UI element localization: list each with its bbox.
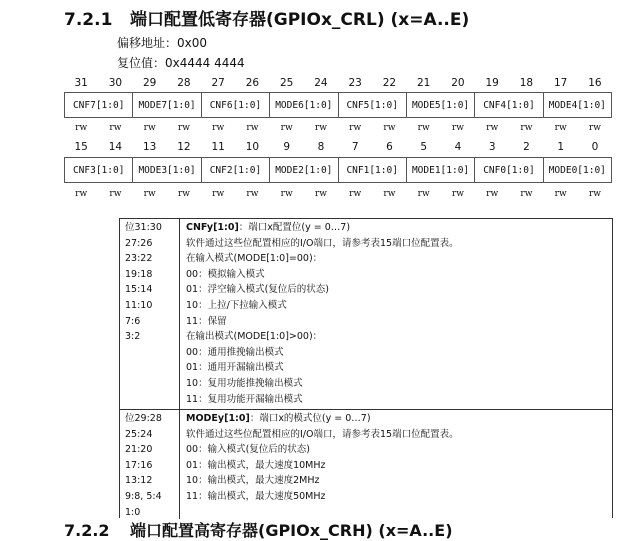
- bit-number: 29: [143, 77, 157, 89]
- description-line: 00：通用推挽输出模式: [186, 346, 284, 358]
- register-field: CNF3[1:0]: [65, 158, 133, 182]
- bit-range: 1:0: [125, 506, 141, 518]
- register-field: CNF0[1:0]: [475, 158, 543, 182]
- bit-number: 8: [317, 141, 325, 153]
- bit-number: 4: [454, 141, 462, 153]
- register-field: MODE1[1:0]: [407, 158, 475, 182]
- bit-number: 17: [554, 77, 568, 89]
- access-label: rw: [417, 123, 430, 133]
- bit-number: 9: [283, 141, 291, 153]
- description-line: 在输出模式(MODE[1:0]>00)：: [186, 331, 323, 343]
- next-section-title: 端口配置高寄存器(GPIOx_CRH) (x=A..E): [130, 521, 453, 540]
- access-label: rw: [212, 123, 225, 133]
- description-line: 01：浮空输入模式(复位后的状态): [186, 284, 330, 296]
- access-label: rw: [588, 123, 601, 133]
- access-label: rw: [177, 189, 190, 199]
- bit-number: 31: [74, 77, 88, 89]
- bit-range: 3:2: [125, 331, 141, 343]
- bit-number: 15: [74, 141, 88, 153]
- description-line: 11：输出模式，最大速度50MHz: [186, 490, 326, 502]
- bit-range: 9:8, 5:4: [125, 490, 162, 502]
- access-label: rw: [280, 123, 293, 133]
- bit-range: 位31:30: [125, 222, 162, 233]
- access-label: rw: [314, 123, 327, 133]
- bit-number: 23: [348, 77, 362, 89]
- access-label: rw: [520, 189, 533, 199]
- access-label: rw: [451, 123, 464, 133]
- description-line: 00：输入模式(复位后的状态): [186, 444, 311, 456]
- upper-bit-numbers: [64, 77, 614, 91]
- reset-label: 复位值：: [117, 56, 166, 70]
- cnf-body: [186, 219, 610, 407]
- bit-range: 23:22: [125, 253, 153, 265]
- cnf-bit-list: [120, 219, 180, 409]
- bit-number: 22: [382, 77, 397, 89]
- mode-field-title: ：端口x的模式位(y = 0…7): [249, 413, 371, 424]
- description-line: 10：复用功能推挽输出模式: [186, 377, 303, 389]
- bit-number: 28: [177, 77, 191, 89]
- access-label: rw: [246, 123, 259, 133]
- access-label: rw: [75, 189, 88, 199]
- bit-number: 12: [177, 141, 191, 153]
- bit-range: 25:24: [125, 428, 153, 440]
- upper-register-fields: [64, 92, 612, 118]
- cnf-heading: [186, 220, 610, 236]
- bit-number: 26: [245, 77, 260, 89]
- bit-number: 1: [557, 141, 565, 153]
- description-line: 11：复用功能开漏输出模式: [186, 393, 303, 405]
- bit-range: 11:10: [125, 299, 153, 311]
- access-label: rw: [486, 123, 499, 133]
- register-field: CNF2[1:0]: [202, 158, 270, 182]
- bit-number: 19: [485, 77, 499, 89]
- description-line: 软件通过这些位配置相应的I/O端口，请参考表15端口位配置表。: [186, 428, 459, 440]
- description-line: 11：保留: [186, 315, 227, 327]
- bit-number: 6: [386, 141, 393, 153]
- bit-number: 30: [108, 77, 123, 89]
- next-section-number: 7.2.2: [64, 521, 110, 540]
- cnf-lines: [186, 236, 610, 408]
- access-label: rw: [75, 123, 88, 133]
- register-field: CNF6[1:0]: [202, 93, 270, 117]
- access-label: rw: [177, 123, 190, 133]
- bit-number: 13: [143, 141, 157, 153]
- access-label: rw: [349, 189, 362, 199]
- register-field: CNF7[1:0]: [65, 93, 133, 117]
- bit-number: 0: [591, 141, 599, 153]
- cnf-description: [120, 219, 612, 409]
- offset-label: 偏移地址：: [117, 36, 178, 50]
- register-field: MODE4[1:0]: [548, 99, 606, 111]
- access-label: rw: [143, 189, 156, 199]
- bit-range: 位29:28: [125, 413, 162, 424]
- bit-range: 17:16: [125, 459, 153, 471]
- section-heading: [64, 5, 469, 30]
- access-label: rw: [246, 189, 259, 199]
- bit-number: 27: [211, 77, 225, 89]
- lower-bit-numbers: [64, 141, 614, 155]
- reset-value: 0x4444 4444: [165, 56, 245, 70]
- bit-range: 15:14: [125, 284, 153, 296]
- bit-number: 5: [420, 141, 428, 153]
- access-label: rw: [588, 189, 601, 199]
- access-label: rw: [280, 189, 293, 199]
- access-label: rw: [383, 123, 396, 133]
- mode-lines: [186, 427, 610, 505]
- access-label: rw: [486, 189, 499, 199]
- reset-line: [117, 54, 245, 71]
- access-label: rw: [451, 189, 464, 199]
- description-line: 在输入模式(MODE[1:0]=00)：: [186, 253, 323, 265]
- bit-number: 10: [245, 141, 260, 153]
- register-field: CNF5[1:0]: [339, 93, 407, 117]
- cnf-field-name: CNFy[1:0]: [186, 222, 239, 233]
- section-number: 7.2.1: [64, 10, 113, 30]
- description-line: 10：输出模式，最大速度2MHz: [186, 475, 320, 487]
- register-field: MODE7[1:0]: [133, 93, 201, 117]
- mode-body: [186, 410, 610, 505]
- bit-number: 24: [314, 77, 328, 89]
- bit-range: 7:6: [125, 315, 141, 327]
- access-label: rw: [314, 189, 327, 199]
- access-label: rw: [554, 123, 567, 133]
- bit-number: 2: [523, 141, 530, 153]
- register-field: MODE3[1:0]: [133, 158, 201, 182]
- description-line: 00：模拟输入模式: [186, 268, 265, 280]
- access-label: rw: [383, 189, 396, 199]
- bit-range: 19:18: [125, 268, 153, 280]
- access-label: rw: [417, 189, 430, 199]
- bit-number: 11: [211, 141, 225, 153]
- bit-number: 3: [488, 141, 496, 153]
- mode-heading: [186, 411, 610, 427]
- access-label: rw: [520, 123, 533, 133]
- register-field: MODE6[1:0]: [270, 93, 338, 117]
- description-line: 10：上拉/下拉输入模式: [186, 299, 287, 311]
- bit-number: 16: [588, 77, 602, 89]
- offset-value: 0x00: [177, 36, 208, 50]
- register-field: CNF1[1:0]: [339, 158, 407, 182]
- lower-access-row: [64, 189, 614, 201]
- access-label: rw: [212, 189, 225, 199]
- cnf-field-title: ：端口x配置位(y = 0…7): [238, 222, 351, 233]
- offset-line: [117, 34, 207, 51]
- bit-number: 14: [108, 141, 123, 153]
- bit-number: 25: [280, 77, 294, 89]
- bit-number: 20: [451, 77, 465, 89]
- bit-range: 27:26: [125, 237, 153, 249]
- register-field: MODE0[1:0]: [548, 164, 606, 176]
- next-section-heading: [64, 518, 453, 541]
- access-label: rw: [349, 123, 362, 133]
- lower-register-fields: [64, 157, 612, 183]
- register-field: MODE2[1:0]: [270, 158, 338, 182]
- bit-range: 13:12: [125, 475, 153, 487]
- register-field: CNF4[1:0]: [475, 93, 543, 117]
- bit-number: 7: [351, 141, 359, 153]
- access-label: rw: [143, 123, 156, 133]
- access-label: rw: [109, 189, 122, 199]
- bit-range: 21:20: [125, 444, 153, 456]
- section-title: 端口配置低寄存器(GPIOx_CRL) (x=A..E): [130, 10, 470, 30]
- bit-number: 21: [417, 77, 431, 89]
- register-field: MODE5[1:0]: [407, 93, 475, 117]
- bit-number: 18: [519, 77, 534, 89]
- mode-bit-list: [120, 410, 180, 519]
- description-line: 软件通过这些位配置相应的I/O端口，请参考表15端口位配置表。: [186, 237, 459, 249]
- bit-description-table: [119, 218, 613, 518]
- upper-access-row: [64, 123, 614, 135]
- access-label: rw: [554, 189, 567, 199]
- mode-field-name: MODEy[1:0]: [186, 413, 250, 424]
- access-label: rw: [109, 123, 122, 133]
- mode-description: [120, 410, 612, 519]
- description-line: 01：输出模式，最大速度10MHz: [186, 459, 326, 471]
- description-line: 01：通用开漏输出模式: [186, 362, 284, 374]
